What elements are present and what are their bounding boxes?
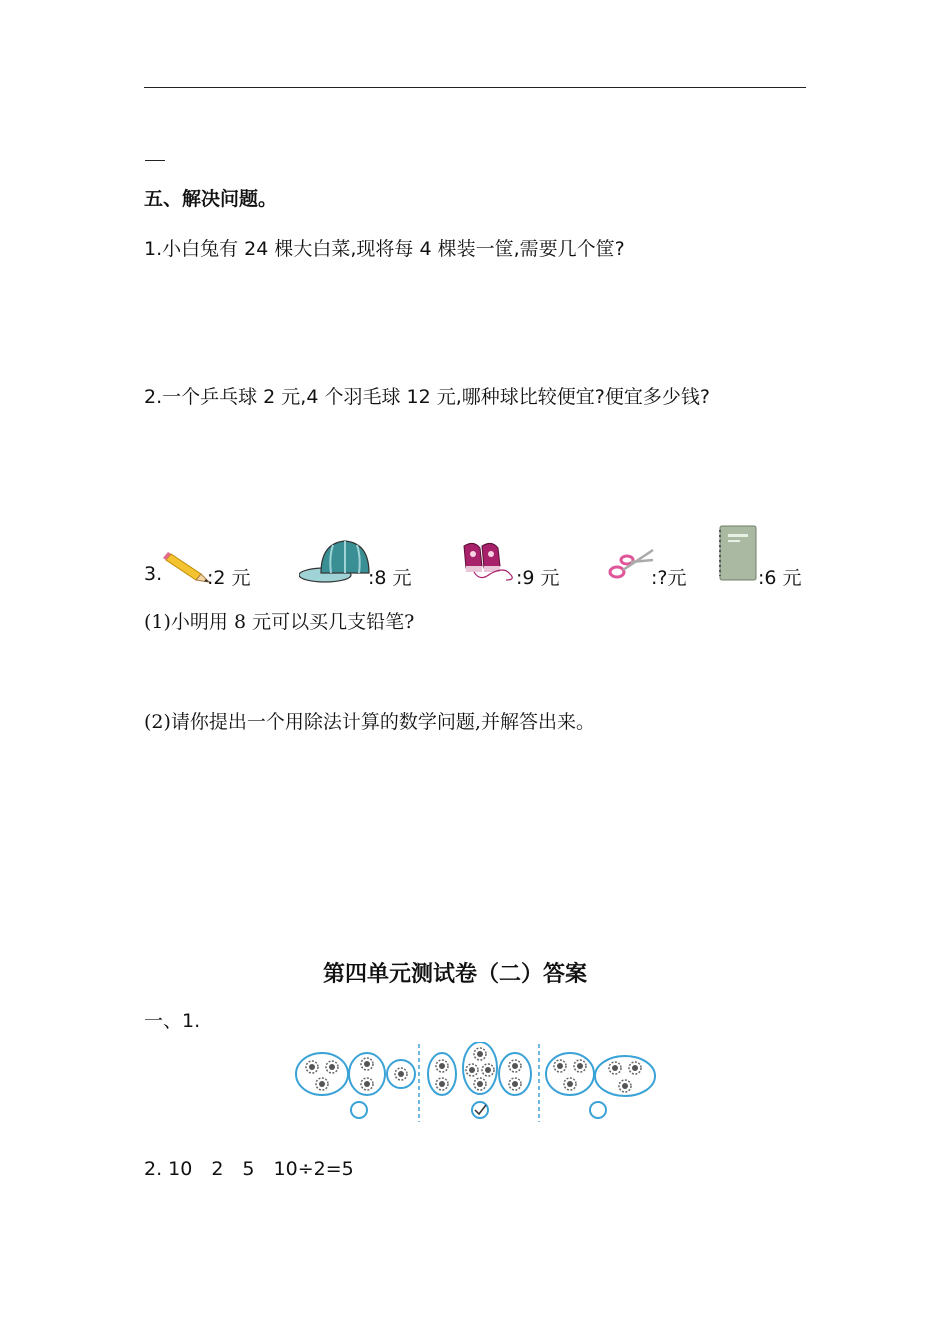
scissors-icon xyxy=(607,546,655,582)
answer-2: 2. 10 2 5 10÷2=5 xyxy=(144,1158,354,1180)
question-2: 2.一个乒乓球 2 元,4 个羽毛球 12 元,哪种球比较便宜?便宜多少钱? xyxy=(144,386,710,408)
dash-mark xyxy=(145,160,165,161)
mittens-icon xyxy=(460,540,518,584)
cap-icon xyxy=(299,537,371,585)
top-rule xyxy=(144,87,806,88)
question-3-sub-1: (1)小明用 8 元可以买几支铅笔? xyxy=(144,611,415,633)
question-3-number: 3. xyxy=(144,563,163,585)
scissors-price: :?元 xyxy=(651,567,687,589)
pencil-price: :2 元 xyxy=(207,567,251,589)
mittens-price: :9 元 xyxy=(516,567,560,589)
pencil-icon xyxy=(163,548,211,586)
question-1: 1.小白兔有 24 棵大白菜,现将每 4 棵装一筐,需要几个筐? xyxy=(144,238,625,260)
cap-price: :8 元 xyxy=(368,567,412,589)
question-3-sub-2: (2)请你提出一个用除法计算的数学问题,并解答出来。 xyxy=(144,711,595,733)
notebook-icon xyxy=(716,524,758,582)
section-heading: 五、解决问题。 xyxy=(144,188,278,210)
answer-title: 第四单元测试卷（二）答案 xyxy=(323,961,588,987)
grouping-diagram xyxy=(292,1042,658,1124)
notebook-price: :6 元 xyxy=(758,567,802,589)
answer-1-label: 一、1. xyxy=(144,1010,201,1032)
